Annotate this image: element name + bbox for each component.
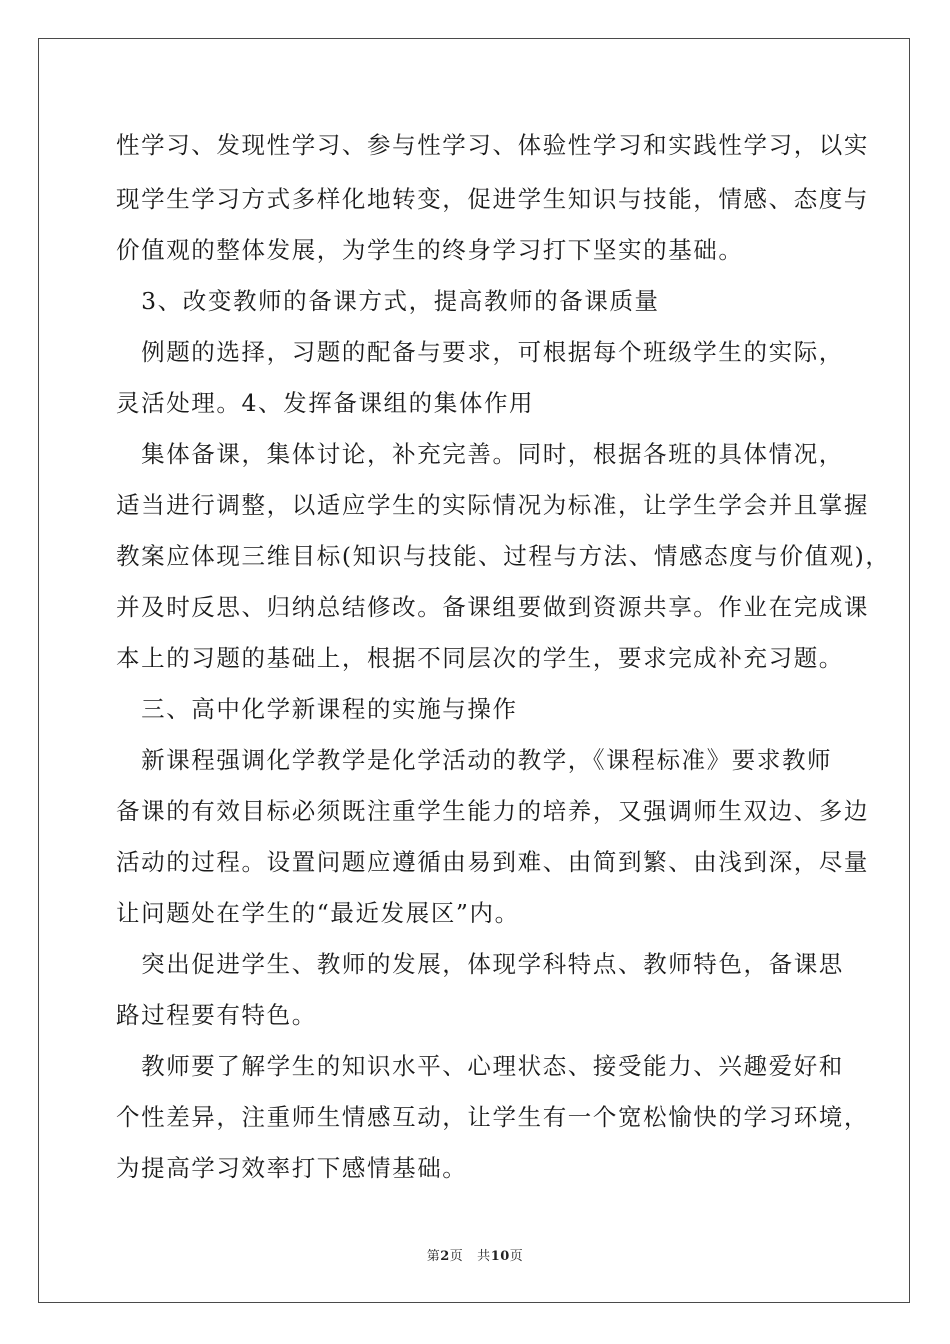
text-line: 适当进行调整，以适应学生的实际情况为标准，让学生学会并且掌握 xyxy=(116,491,869,519)
text-line: 个性差异，注重师生情感互动，让学生有一个宽松愉快的学习环境， xyxy=(116,1103,869,1131)
text-line: 性学习、发现性学习、参与性学习、体验性学习和实践性学习，以实 xyxy=(116,131,869,159)
text-line: 集体备课，集体讨论，补充完善。同时，根据各班的具体情况， xyxy=(116,440,844,468)
text-line: 让问题处在学生的“最近发展区”内。 xyxy=(116,899,520,927)
text-line: 例题的选择，习题的配备与要求，可根据每个班级学生的实际， xyxy=(116,338,844,366)
text-line: 教案应体现三维目标(知识与技能、过程与方法、情感态度与价值观)， xyxy=(116,542,891,570)
text-line: 活动的过程。设置问题应遵循由易到难、由简到繁、由浅到深，尽量 xyxy=(116,848,869,876)
text-line: 教师要了解学生的知识水平、心理状态、接受能力、兴趣爱好和 xyxy=(116,1052,844,1080)
document-body xyxy=(116,128,891,1185)
section-heading: 三、高中化学新课程的实施与操作 xyxy=(116,695,518,723)
text-line: 并及时反思、归纳总结修改。备课组要做到资源共享。作业在完成课 xyxy=(116,593,869,621)
section-heading: 3、改变教师的备课方式，提高教师的备课质量 xyxy=(116,287,660,315)
total-pages: 10 xyxy=(490,1249,510,1264)
text-line: 现学生学习方式多样化地转变，促进学生知识与技能，情感、态度与 xyxy=(116,185,869,213)
page-suffix: 页 xyxy=(449,1249,464,1264)
text-line: 灵活处理。4、发挥备课组的集体作用 xyxy=(116,389,535,417)
page-number: 2 xyxy=(440,1249,450,1264)
text-line: 本上的习题的基础上，根据不同层次的学生，要求完成补充习题。 xyxy=(116,644,844,672)
text-line: 新课程强调化学教学是化学活动的教学，《课程标准》要求教师 xyxy=(116,746,833,774)
page-prefix: 第 xyxy=(426,1249,441,1264)
text-line: 路过程要有特色。 xyxy=(116,1001,317,1029)
text-line: 为提高学习效率打下感情基础。 xyxy=(116,1154,468,1182)
text-line: 价值观的整体发展，为学生的终身学习打下坚实的基础。 xyxy=(116,236,744,264)
total-prefix: 共 xyxy=(477,1249,491,1264)
total-suffix: 页 xyxy=(509,1249,524,1264)
text-line: 突出促进学生、教师的发展，体现学科特点、教师特色，备课思 xyxy=(116,950,844,978)
text-line: 备课的有效目标必须既注重学生能力的培养，又强调师生双边、多边 xyxy=(116,797,869,825)
page-footer xyxy=(0,1245,950,1264)
